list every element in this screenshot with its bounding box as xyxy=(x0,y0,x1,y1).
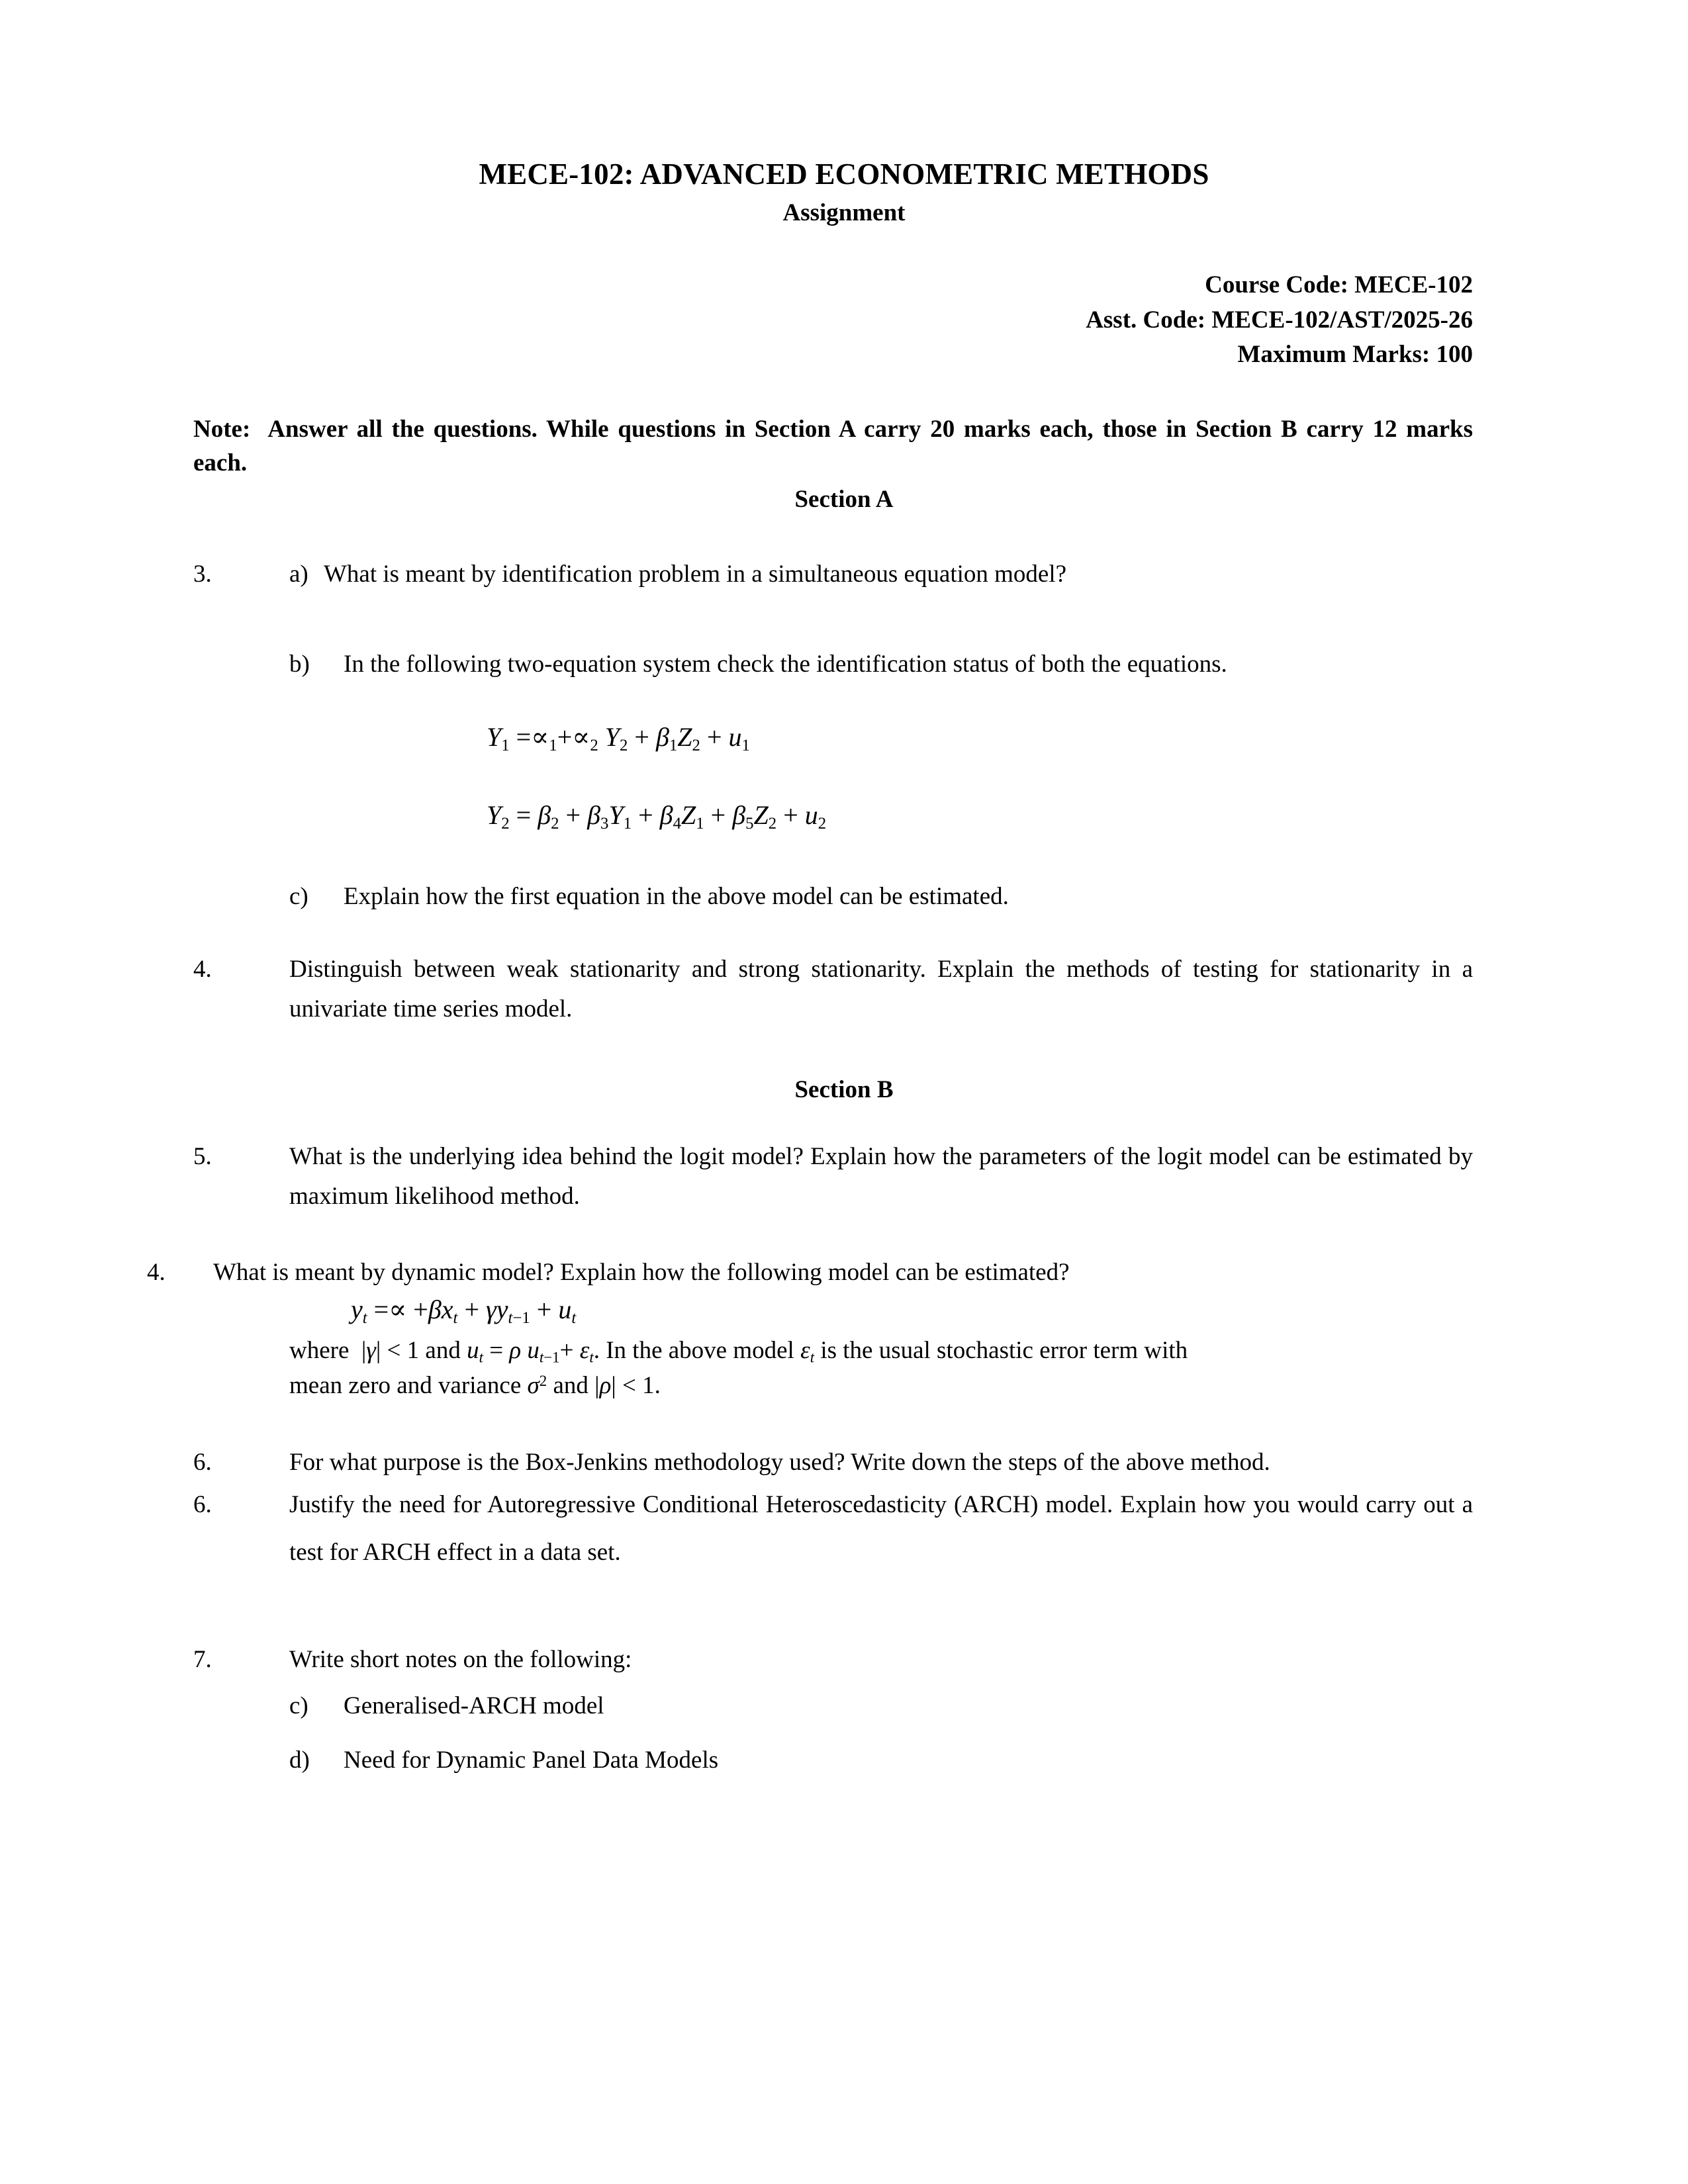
question-4-dynamic-where xyxy=(289,1334,1474,1404)
question-7-text: Write short notes on the following: xyxy=(289,1646,632,1673)
section-b-heading: Section B xyxy=(794,1076,894,1103)
question-7c-text: Generalised-ARCH model xyxy=(344,1692,604,1719)
equation-dynamic-model: $y_t =\propto +\beta x_t + \gamma y_{t-1} + u_t$ xyxy=(351,1295,577,1327)
question-7 xyxy=(193,1640,1473,1680)
equation-y2: $Y_2 = \beta_2 + \beta_3Y_1 + \beta_4Z_1 + \beta_5Z_2 + u_2$ xyxy=(487,800,827,833)
question-4 xyxy=(193,950,1473,1029)
question-4-dynamic-where-line1: where |γ| < 1 and $u_t = \rho$ $u_{t-1}+ \varepsilon_t$. In the above model $\varepsilon_t$ is the usual stochastic error term with xyxy=(289,1337,1188,1366)
question-4-dynamic-where-line2: mean zero and variance $\sigma^2$ and |ρ| < 1. xyxy=(289,1371,661,1399)
question-6-arch-text: Justify the need for Autoregressive Conditional Heteroscedasticity (ARCH) model. Explain how you would carry out a test for ARCH effect in a data set. xyxy=(289,1491,1473,1567)
question-6-box-jenkins-text: For what purpose is the Box-Jenkins methodology used? Write down the steps of the above method. xyxy=(289,1449,1270,1476)
question-5-number: 5. xyxy=(193,1143,212,1170)
question-7-number: 7. xyxy=(193,1646,212,1673)
question-7c xyxy=(289,1686,1473,1726)
question-7d-text: Need for Dynamic Panel Data Models xyxy=(344,1747,719,1774)
question-4-number: 4. xyxy=(193,956,212,983)
question-3b-text: In the following two-equation system check the identification status of both the equations. xyxy=(344,651,1227,678)
question-3b-label: b) xyxy=(289,651,310,678)
question-7d-label: d) xyxy=(289,1747,310,1774)
question-6-arch xyxy=(193,1481,1473,1576)
course-meta-block xyxy=(1086,268,1473,373)
question-3a-label: a) xyxy=(289,561,308,588)
question-6-box-jenkins xyxy=(193,1443,1473,1482)
question-5-text: What is the underlying idea behind the logit model? Explain how the parameters of the logit model can be estimated by maximum likelihood method. xyxy=(289,1143,1473,1210)
question-3b xyxy=(289,645,1473,684)
question-3a xyxy=(289,555,1473,594)
question-5 xyxy=(193,1137,1473,1216)
note-label: Note: xyxy=(193,416,251,443)
question-3 xyxy=(193,555,1473,594)
question-7c-label: c) xyxy=(289,1692,308,1719)
question-4-dynamic xyxy=(147,1256,1473,1289)
course-code: Course Code: MECE-102 xyxy=(1205,271,1473,298)
question-4-dynamic-text: What is meant by dynamic model? Explain how the following model can be estimated? xyxy=(213,1259,1070,1286)
question-3-number: 3. xyxy=(193,561,212,588)
page-title: MECE-102: ADVANCED ECONOMETRIC METHODS xyxy=(479,158,1209,191)
question-3c xyxy=(289,877,1473,917)
question-7d xyxy=(289,1741,1473,1780)
question-6-box-jenkins-number: 6. xyxy=(193,1449,212,1476)
question-4-dynamic-number: 4. xyxy=(147,1259,165,1286)
equation-y1: $Y_1 =\propto_1+\propto_2$ $Y_2 + \beta_1Z_2 + u_1$ xyxy=(487,722,750,754)
section-a-heading: Section A xyxy=(794,486,894,513)
note-text: Answer all the questions. While questions in Section A carry 20 marks each, those in Section B carry 12 marks each. xyxy=(193,416,1473,477)
question-4-text: Distinguish between weak stationarity and strong stationarity. Explain the methods of testing for stationarity in a univariate time series model. xyxy=(289,956,1473,1023)
page-subtitle: Assignment xyxy=(782,199,906,226)
question-3a-text: What is meant by identification problem in a simultaneous equation model? xyxy=(324,561,1067,588)
question-6-arch-number: 6. xyxy=(193,1491,212,1518)
note-block xyxy=(193,412,1473,480)
question-3c-label: c) xyxy=(289,883,308,910)
question-3c-text: Explain how the first equation in the above model can be estimated. xyxy=(344,883,1009,910)
maximum-marks: Maximum Marks: 100 xyxy=(1237,341,1473,369)
assignment-code: Asst. Code: MECE-102/AST/2025-26 xyxy=(1086,306,1473,334)
